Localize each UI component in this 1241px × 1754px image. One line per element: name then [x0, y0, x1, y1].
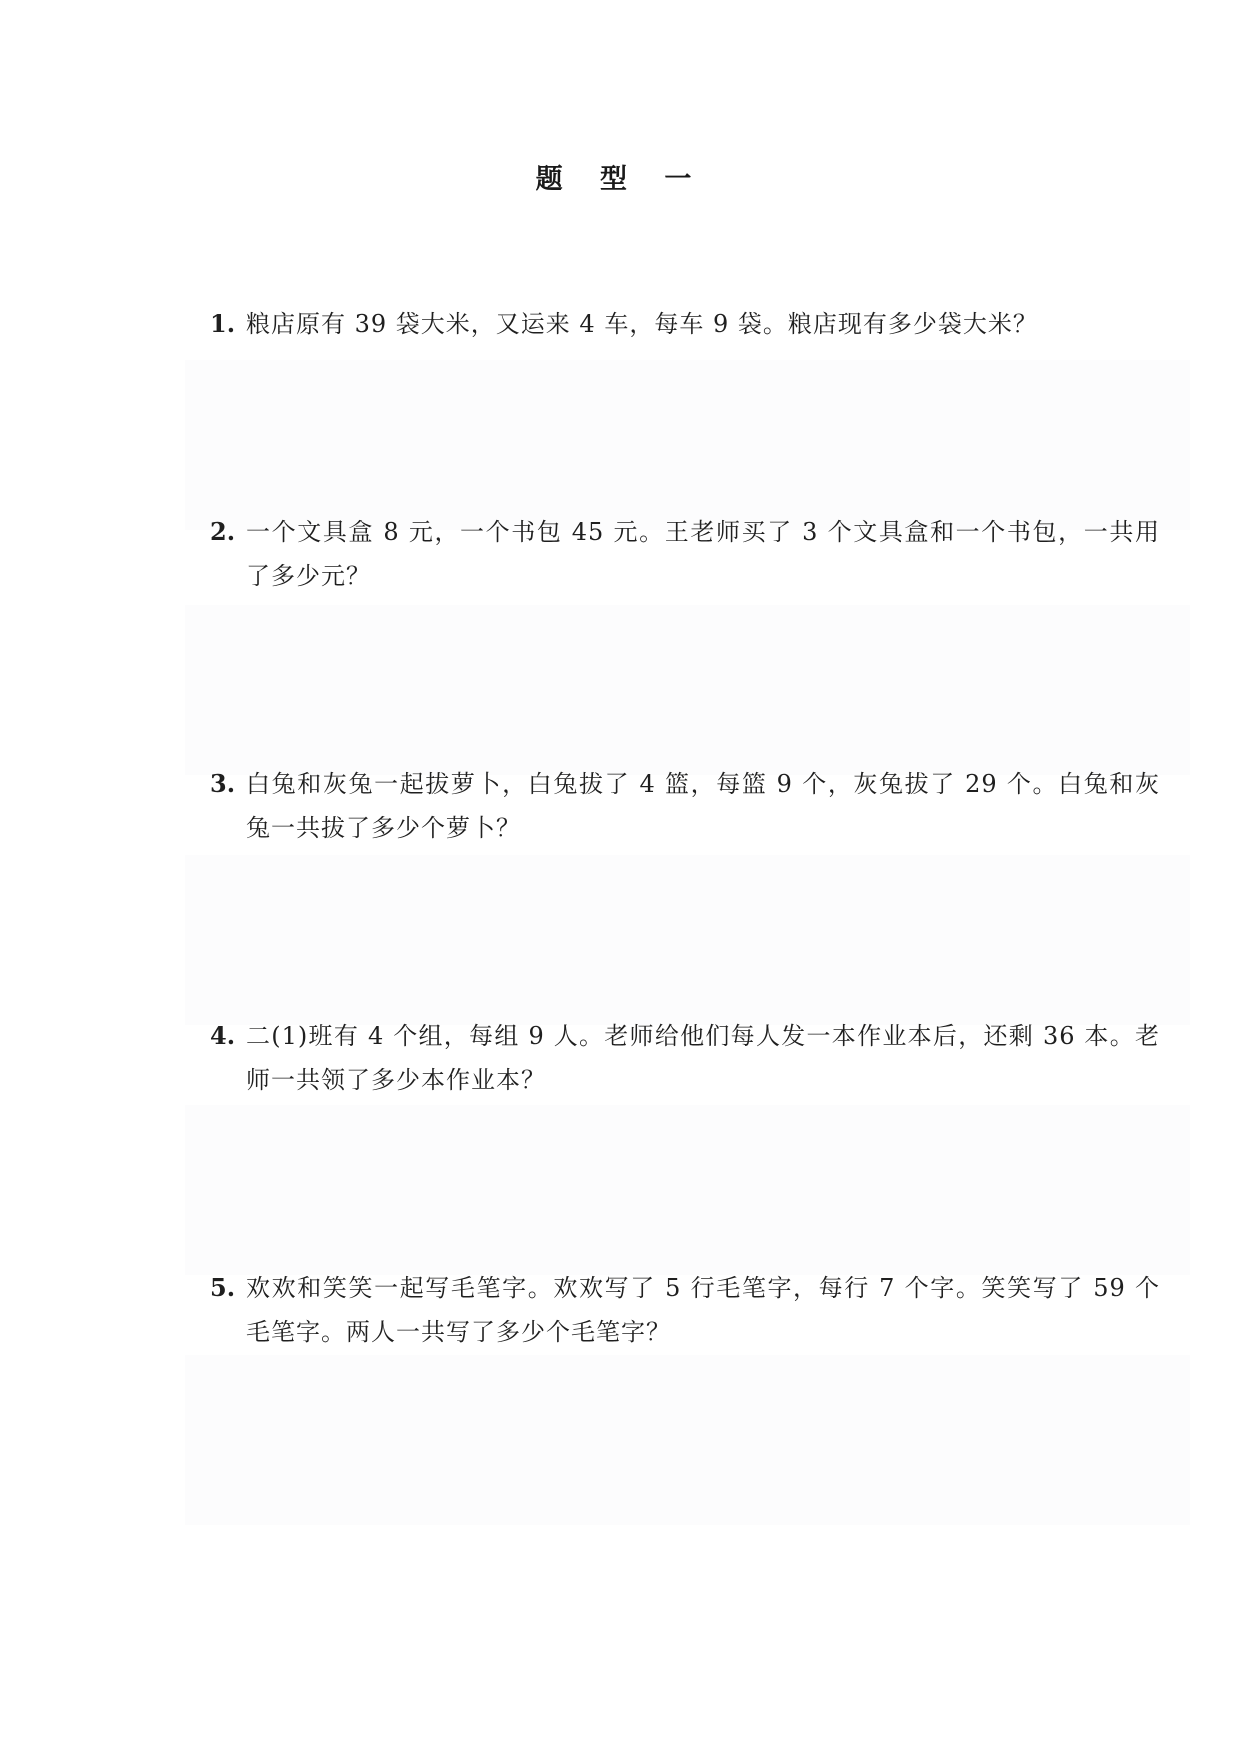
question-text: 白兔和灰兔一起拔萝卜，白兔拔了 4 篮，每篮 9 个，灰兔拔了 29 个。白兔和灰兔一共拔了多少个萝卜？: [246, 770, 1160, 842]
answer-area-2: [185, 605, 1190, 775]
question-3: [210, 762, 1160, 850]
question-number: 1.: [210, 309, 236, 338]
question-2: [210, 510, 1160, 598]
question-text: 欢欢和笑笑一起写毛笔字。欢欢写了 5 行毛笔字，每行 7 个字。笑笑写了 59 个毛笔字。两人一共写了多少个毛笔字？: [246, 1274, 1160, 1346]
question-text: 一个文具盒 8 元，一个书包 45 元。王老师买了 3 个文具盒和一个书包，一共用了多少元？: [246, 518, 1160, 590]
question-number: 4.: [210, 1021, 236, 1050]
answer-area-1: [185, 360, 1190, 530]
question-number: 5.: [210, 1273, 236, 1302]
question-text: 二(1)班有 4 个组，每组 9 人。老师给他们每人发一本作业本后，还剩 36 本。老师一共领了多少本作业本？: [246, 1022, 1160, 1094]
question-5: [210, 1266, 1160, 1354]
answer-area-4: [185, 1105, 1190, 1275]
page-title: 题 型 一: [535, 164, 706, 195]
question-1: [210, 302, 1160, 346]
question-number: 3.: [210, 769, 236, 798]
answer-area-5: [185, 1355, 1190, 1525]
question-number: 2.: [210, 517, 236, 546]
question-text: 粮店原有 39 袋大米，又运来 4 车，每车 9 袋。粮店现有多少袋大米？: [246, 310, 1038, 338]
answer-area-3: [185, 855, 1190, 1025]
question-4: [210, 1014, 1160, 1102]
